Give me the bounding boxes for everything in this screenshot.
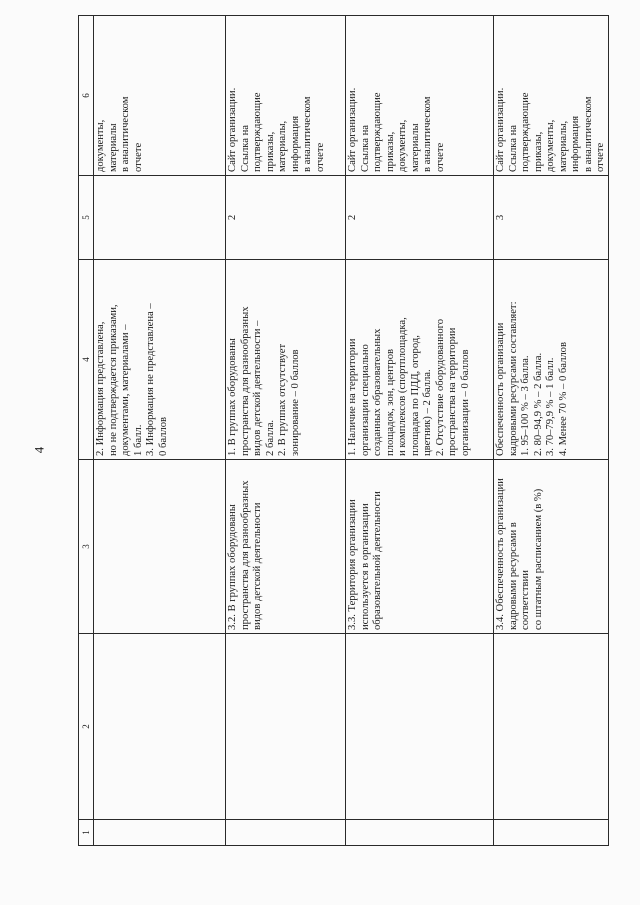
cell-score (94, 176, 226, 260)
rotated-table-container (78, 16, 606, 846)
cell-col1 (494, 820, 609, 846)
cell-indicator: 3.2. В группах оборудованы пространства для разнообразных видов детской деятельности (226, 460, 346, 634)
cell-col2 (494, 634, 609, 820)
cell-col1 (226, 820, 346, 846)
column-header: 1 (79, 820, 94, 846)
table-row (494, 16, 609, 846)
cell-source: документы, материалы в аналитическом отчете (94, 16, 226, 176)
cell-score: 2 (346, 176, 494, 260)
cell-source: Сайт организации. Ссылка на подтверждающие приказы, документы, материалы в аналитическом отчете (346, 16, 494, 176)
cell-criteria: 1. В группах оборудованы пространства для разнообразных видов детской деятельности – 2 балла. 2. В группах отсутствует зонирование – 0 баллов (226, 260, 346, 460)
cell-score: 3 (494, 176, 609, 260)
table-header-row (79, 16, 94, 846)
table-row (226, 16, 346, 846)
column-header: 4 (79, 260, 94, 460)
column-header: 5 (79, 176, 94, 260)
column-header: 2 (79, 634, 94, 820)
cell-criteria: 1. Наличие на территории организации специально созданных образовательных площадок, зон, центров и комплексов (спортплощадка, площадка по ПДД, огород, цветник) – 2 балла. 2. Отсутствие оборудованного пространства на территории организации – 0 баллов (346, 260, 494, 460)
cell-col1 (346, 820, 494, 846)
table-row (94, 16, 226, 846)
table-row (346, 16, 494, 846)
criteria-table (78, 15, 609, 846)
cell-source: Сайт организации. Ссылка на подтверждающие приказы, материалы, информация в аналитическом отчете (226, 16, 346, 176)
column-header: 3 (79, 460, 94, 634)
cell-col2 (226, 634, 346, 820)
cell-indicator: 3.4. Обеспеченность организации кадровыми ресурсами в соответствии со штатным расписанием (в %) (494, 460, 609, 634)
cell-criteria: Обеспеченность организации кадровыми ресурсами составляет: 1. 95–100 % – 3 балла. 2. 80–94,9 % – 2 балла. 3. 70–79,9 % – 1 балл. 4. Менее 70 % – 0 баллов (494, 260, 609, 460)
cell-criteria: 2. Информация представлена, но не подтверждается приказами, документами, материалами – 1 балл. 3. Информация не представлена – 0 баллов (94, 260, 226, 460)
cell-indicator (94, 460, 226, 634)
cell-indicator: 3.3. Территория организации используется в организации образовательной деятельности (346, 460, 494, 634)
cell-score: 2 (226, 176, 346, 260)
cell-col2 (94, 634, 226, 820)
cell-col1 (94, 820, 226, 846)
column-header: 6 (79, 16, 94, 176)
page-number: 4 (31, 446, 47, 454)
cell-source: Сайт организации. Ссылка на подтверждающие приказы, документы, материалы, информация в аналитическом отчете (494, 16, 609, 176)
cell-col2 (346, 634, 494, 820)
